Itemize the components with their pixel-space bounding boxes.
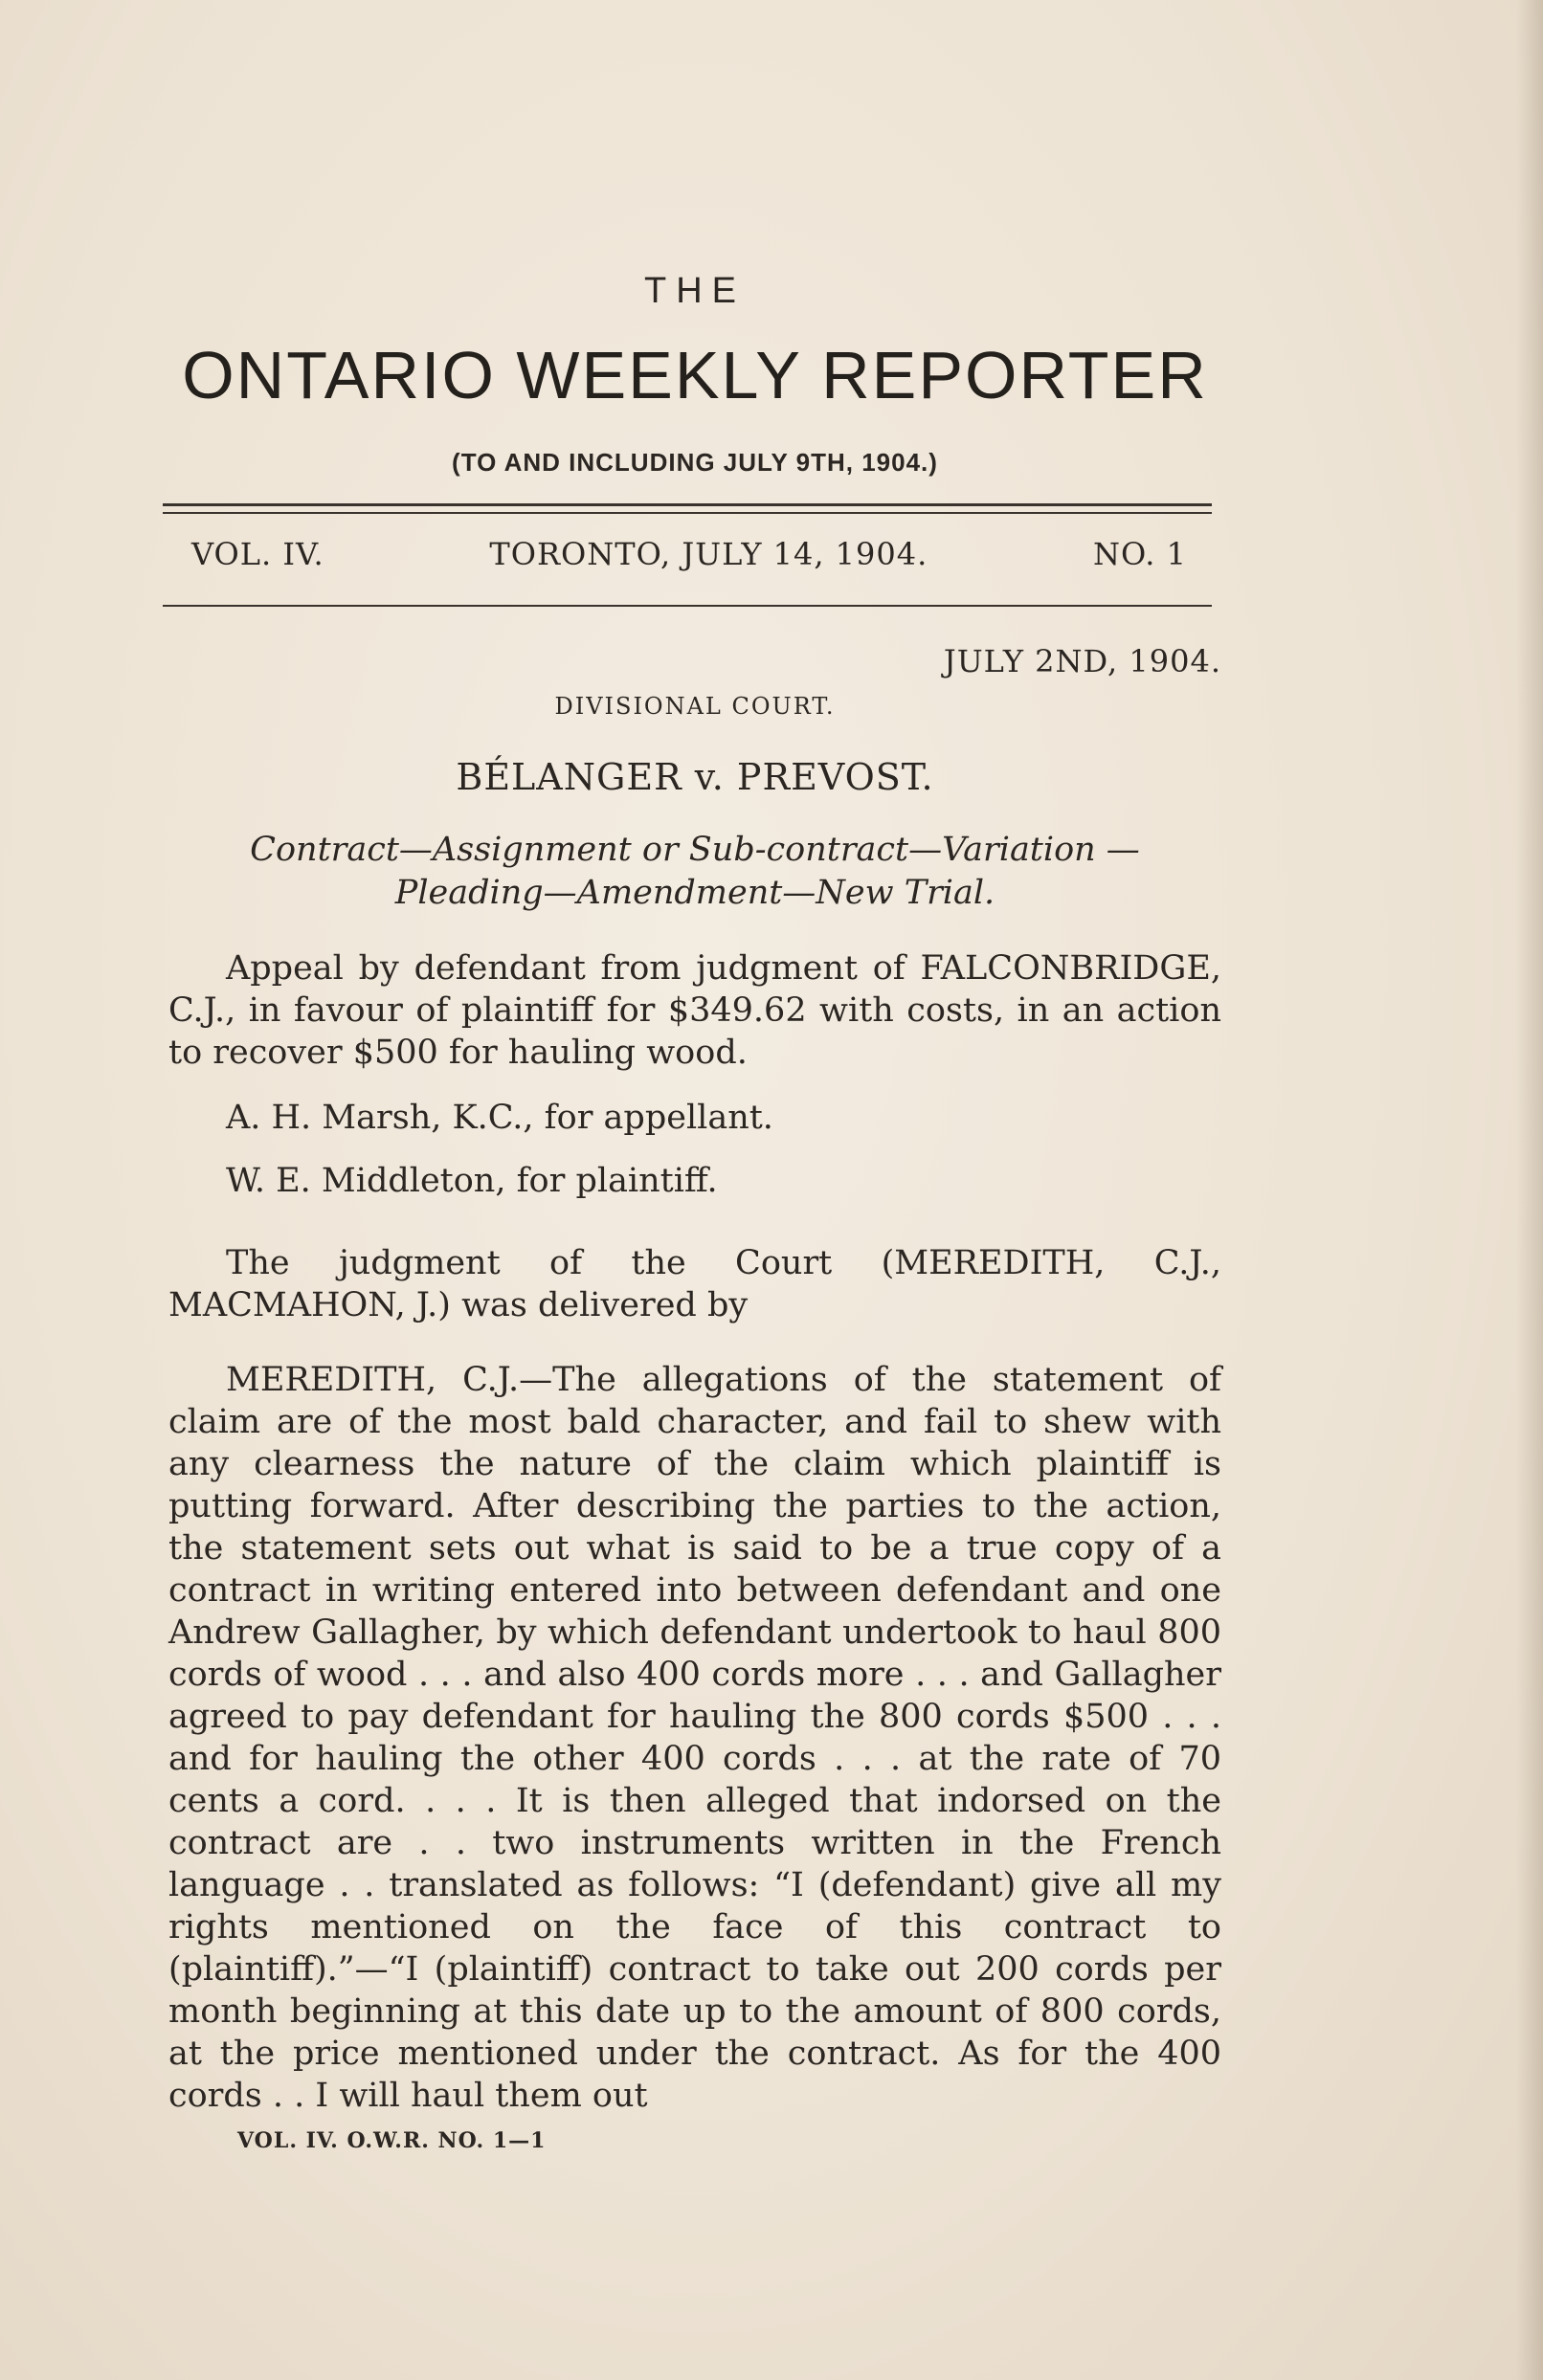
rule-top-thin <box>163 512 1212 514</box>
masthead-subtitle: (TO AND INCLUDING JULY 9TH, 1904.) <box>452 448 938 477</box>
body-paragraph-judgment: MEREDITH, C.J.—The allegations of the statement of claim are of the most bald character, and fail to shew with any clearness the nature of the claim which plaintiff is putting forward. After describing the parties to the action, the statement sets out what is said to be a true copy of a contract in writing entered into between defendant and one Andrew Gallagher, by which defendant undertook to haul 800 cords of wood . . . and also 400 cords more . . . and Gallagher agreed to pay defendant for hauling the 800 cords $500 . . . and for hauling the other 400 cords . . . at the rate of 70 cents a cord. . . . It is then alleged that indorsed on the contract are . . two instruments written in the French language . . translated as follows: “I (defendant) give all my rights mentioned on the face of this contract to (plaintiff).”—“I (plaintiff) contract to take out 200 cords per month beginning at this date up to the amount of 800 cords, at the price mentioned under the contract. As for the 400 cords . . I will haul them out <box>168 1361 1221 2115</box>
masthead-the: THE <box>644 271 746 311</box>
masthead-title: ONTARIO WEEKLY REPORTER <box>182 338 1208 412</box>
rule-top-thick <box>163 503 1212 506</box>
place-date: TORONTO, JULY 14, 1904. <box>489 536 928 572</box>
body-paragraph-appellant-counsel: A. H. Marsh, K.C., for appellant. <box>226 1099 773 1137</box>
court-name: DIVISIONAL COURT. <box>554 693 836 720</box>
rule-bottom <box>163 605 1212 607</box>
volume-label: VOL. IV. <box>191 536 324 572</box>
body-paragraph-judgment-intro: The judgment of the Court (MEREDITH, C.J., MACMAHON, J.) was delivered by <box>168 1244 1221 1324</box>
body-paragraph-plaintiff-counsel: W. E. Middleton, for plaintiff. <box>226 1162 718 1200</box>
case-headnote: Contract—Assignment or Sub-contract—Variation —Pleading—Amendment—New Trial. <box>250 831 1140 912</box>
page-edge-shadow <box>1516 0 1543 2380</box>
case-title: BÉLANGER v. PREVOST. <box>456 756 934 798</box>
issue-number: NO. 1 <box>1092 536 1187 572</box>
dateline <box>191 536 1187 584</box>
case-date: JULY 2ND, 1904. <box>943 643 1221 679</box>
page-footer: VOL. IV. O.W.R. NO. 1—1 <box>237 2128 547 2153</box>
body-paragraph-appeal: Appeal by defendant from judgment of FALCONBRIDGE, C.J., in favour of plaintiff for $349.62 with costs, in an action to recover $500 for hauling wood. <box>168 949 1221 1072</box>
